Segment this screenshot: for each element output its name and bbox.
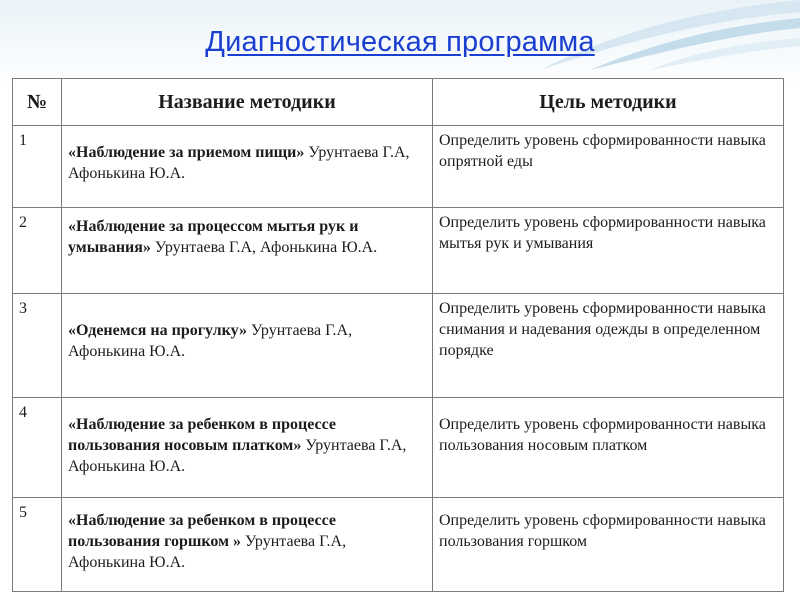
method-title: «Наблюдение за ребенком в процессе пользования горшком »	[68, 512, 336, 550]
method-cell	[62, 208, 433, 294]
method-cell	[62, 294, 433, 398]
goal-cell: Определить уровень сформированности навыка снимания и надевания одежды в определенном порядке	[433, 294, 784, 398]
header-method-name: Название методики	[62, 79, 433, 126]
goal-cell: Определить уровень сформированности навыка опрятной еды	[433, 126, 784, 208]
methods-table	[12, 78, 784, 592]
row-number: 3	[13, 294, 62, 398]
table-row	[13, 294, 784, 398]
method-title: «Наблюдение за приемом пищи»	[68, 144, 305, 161]
table-row	[13, 126, 784, 208]
goal-text: Определить уровень сформированности навыка пользования горшком	[439, 512, 766, 550]
method-authors: Урунтаева Г.А, Афонькина Ю.А.	[68, 437, 407, 475]
method-cell	[62, 126, 433, 208]
goal-cell	[433, 398, 784, 498]
table-row	[13, 398, 784, 498]
table-row	[13, 208, 784, 294]
table-header-row	[13, 79, 784, 126]
method-cell	[62, 498, 433, 592]
method-authors: Урунтаева Г.А, Афонькина Ю.А.	[68, 533, 347, 571]
method-title: «Наблюдение за ребенком в процессе пользования носовым платком»	[68, 416, 336, 454]
method-title: «Наблюдение за процессом мытья рук и умывания»	[68, 218, 359, 256]
goal-cell: Определить уровень сформированности навыка мытья рук и умывания	[433, 208, 784, 294]
header-number: №	[13, 79, 62, 126]
table-row	[13, 498, 784, 592]
row-number: 4	[13, 398, 62, 498]
header-method-goal: Цель методики	[433, 79, 784, 126]
row-number: 5	[13, 498, 62, 592]
method-title: «Оденемся на прогулку»	[68, 322, 247, 339]
row-number: 2	[13, 208, 62, 294]
goal-cell	[433, 498, 784, 592]
method-authors: Урунтаева Г.А, Афонькина Ю.А.	[150, 239, 378, 256]
goal-text: Определить уровень сформированности навыка пользования носовым платком	[439, 416, 766, 454]
method-authors: Урунтаева Г.А, Афонькина Ю.А.	[68, 322, 353, 360]
row-number: 1	[13, 126, 62, 208]
page-title: Диагностическая программа	[205, 26, 595, 58]
method-cell	[62, 398, 433, 498]
method-authors: Урунтаева Г.А, Афонькина Ю.А.	[68, 144, 410, 182]
